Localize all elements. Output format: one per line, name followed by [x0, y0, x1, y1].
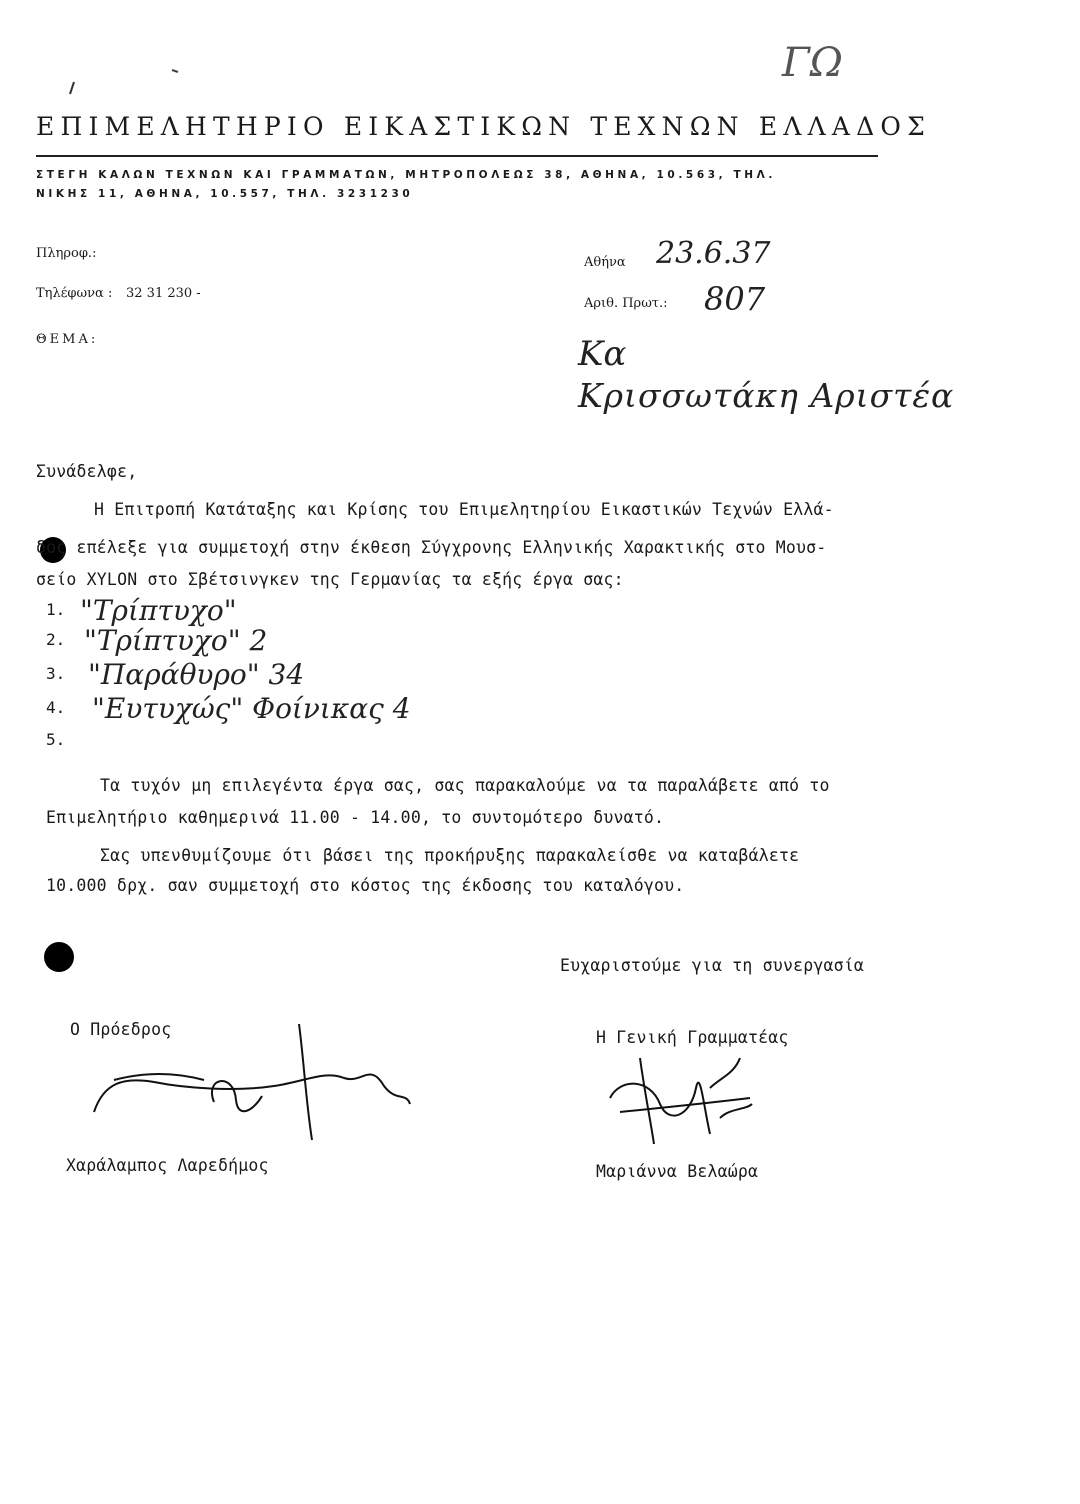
- protocol-number-handwritten: 807: [704, 280, 766, 318]
- protocol-label: Αριθ. Πρωτ.:: [584, 296, 668, 311]
- salutation: Συνάδελφε,: [36, 462, 138, 481]
- punch-hole-bottom: [44, 942, 74, 972]
- phone-value: 32 31 230 -: [126, 286, 201, 301]
- president-name: Χαράλαμπος Λαρεδήμος: [66, 1156, 269, 1175]
- recipient-title-handwritten: Κα: [578, 334, 627, 374]
- paragraph3-line2: 10.000 δρχ. σαν συμμετοχή στο κόστος της έκδοσης του καταλόγου.: [46, 876, 685, 895]
- paragraph1-line1: Η Επιτροπή Κατάταξης και Κρίσης του Επιμελητηρίου Εικαστικών Τεχνών Ελλά-: [94, 500, 834, 519]
- paragraph2-line2: Επιμελητήριο καθημερινά 11.00 - 14.00, το συντομότερο δυνατό.: [46, 808, 665, 827]
- info-label: Πληροφ.:: [36, 246, 97, 261]
- list-item-title-handwritten: "Τρίπτυχο": [80, 594, 237, 627]
- secretary-role: Η Γενική Γραμματέας: [596, 1028, 789, 1047]
- list-item-number: 2.: [46, 630, 66, 649]
- list-item-number: 3.: [46, 664, 66, 683]
- list-item-number: 5.: [46, 730, 66, 749]
- corner-handwritten-mark: ΓΩ: [782, 40, 843, 86]
- list-item-title-handwritten: "Τρίπτυχο" 2: [84, 624, 268, 657]
- paragraph2-line1: Τα τυχόν μη επιλεγέντα έργα σας, σας παρακαλούμε να τα παραλάβετε από το: [100, 776, 830, 795]
- letterhead-title: ΕΠΙΜΕΛΗΤΗΡΙΟ ΕΙΚΑΣΤΙΚΩΝ ΤΕΧΝΩΝ ΕΛΛΑΔΟΣ: [36, 112, 931, 141]
- letterhead-address-line1: ΣΤΕΓΗ ΚΑΛΩΝ ΤΕΧΝΩΝ ΚΑΙ ΓΡΑΜΜΑΤΩΝ, ΜΗΤΡΟΠΟΛΕΩΣ 38, ΑΘΗΝΑ, 10.563, ΤΗΛ.: [36, 169, 776, 181]
- paragraph1-line3: σείο XYLON στο Σβέτσινγκεν της Γερμανίας τα εξής έργα σας:: [36, 570, 624, 589]
- secretary-name: Μαριάννα Βελαώρα: [596, 1162, 759, 1181]
- president-role: Ο Πρόεδρος: [70, 1020, 172, 1039]
- letterhead-rule: [36, 155, 878, 157]
- president-signature: [84, 1022, 414, 1142]
- closing-line: Ευχαριστούμε για τη συνεργασία: [560, 956, 865, 975]
- list-item-title-handwritten: "Παράθυρο" 34: [88, 658, 305, 691]
- city-label: Αθήνα: [584, 255, 626, 270]
- subject-label: ΘΕΜΑ:: [36, 332, 99, 347]
- paragraph1-line2: δος επέλεξε για συμμετοχή στην έκθεση Σύγχρονης Ελληνικής Χαρακτικής στο Μουσ-: [36, 538, 827, 557]
- letterhead-address-line2: ΝΙΚΗΣ 11, ΑΘΗΝΑ, 10.557, ΤΗΛ. 3231230: [36, 188, 414, 200]
- recipient-name-handwritten: Κρισσωτάκη Αριστέα: [578, 376, 955, 415]
- paragraph3-line1: Σας υπενθυμίζουμε ότι βάσει της προκήρυξης παρακαλείσθε να καταβάλετε: [100, 846, 800, 865]
- secretary-signature: [600, 1048, 770, 1148]
- list-item-number: 1.: [46, 600, 66, 619]
- date-handwritten: 23.6.37: [656, 236, 771, 271]
- list-item-number: 4.: [46, 698, 66, 717]
- phone-label: Τηλέφωνα :: [36, 286, 113, 301]
- list-item-title-handwritten: "Ευτυχώς" Φοίνικας 4: [92, 692, 411, 725]
- stray-pen-marks: [60, 60, 210, 100]
